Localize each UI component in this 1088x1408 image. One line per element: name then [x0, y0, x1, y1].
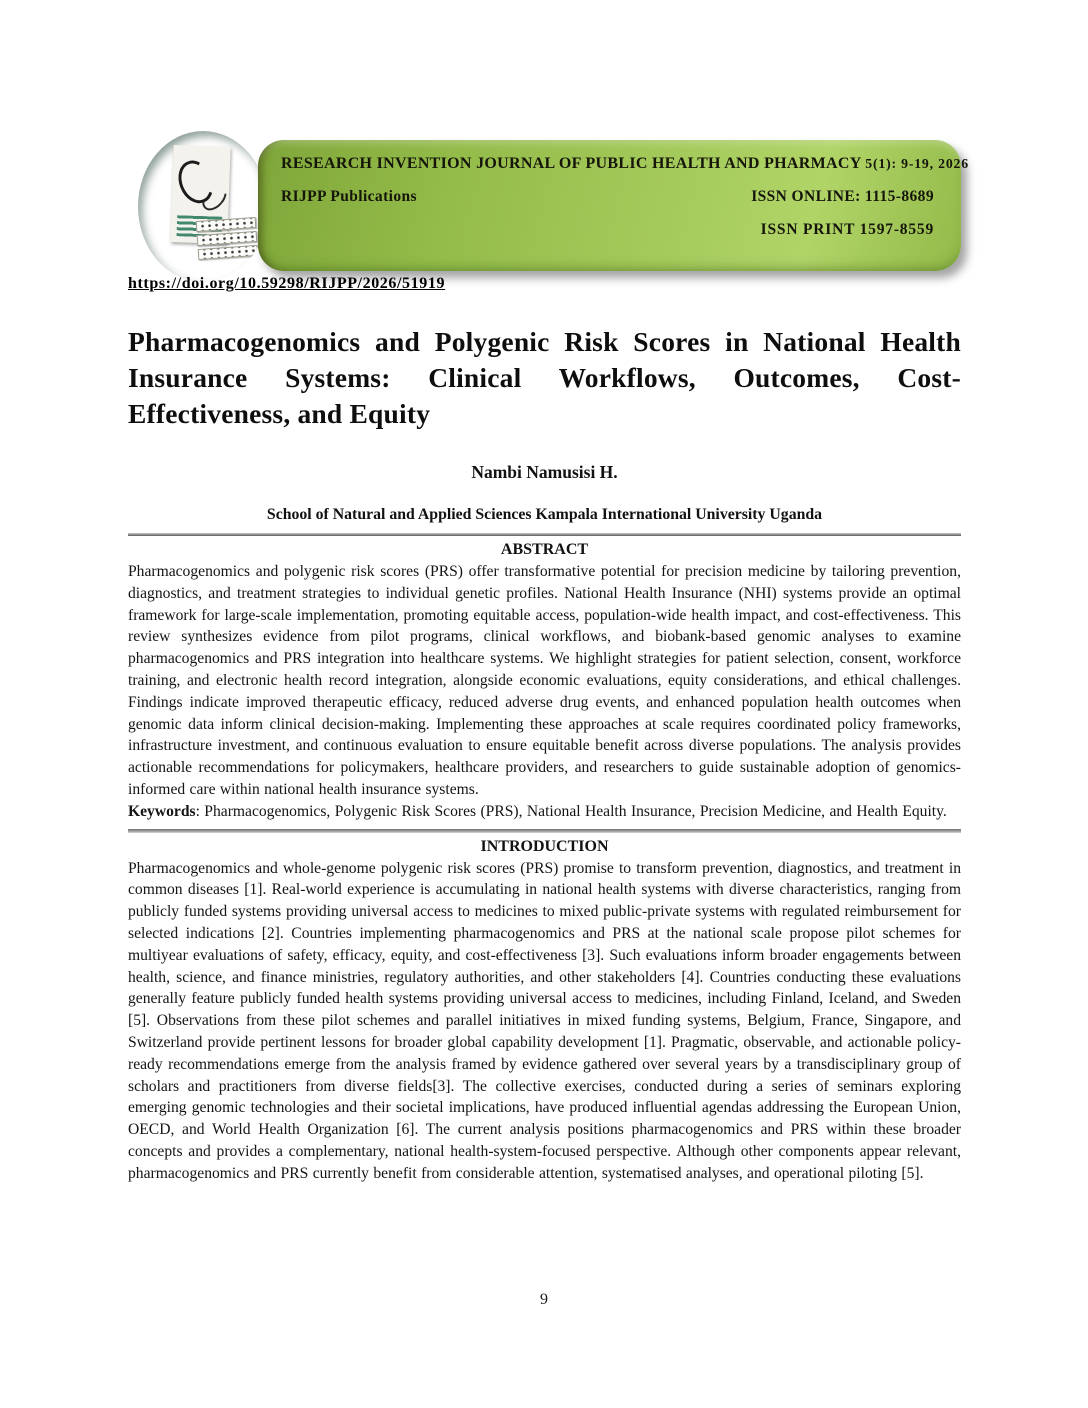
article-content: [128, 324, 961, 1185]
issn-print: ISSN PRINT 1597-8559: [760, 221, 934, 238]
journal-title: RESEARCH INVENTION JOURNAL OF PUBLIC HEALTH AND PHARMACY: [281, 155, 861, 172]
keywords-text: : Pharmacogenomics, Polygenic Risk Scores (PRS), National Health Insurance, Precision Medicine, and Health Equity.: [195, 802, 947, 820]
keywords-label: Keywords: [128, 802, 196, 820]
page-number: 9: [540, 1291, 548, 1308]
logo-block: [196, 231, 256, 246]
journal-header-line1: [281, 155, 969, 173]
introduction-heading: INTRODUCTION: [480, 837, 609, 855]
introduction-body: Pharmacogenomics and whole-genome polygenic risk scores (PRS) promise to transform prevention, diagnostics, and treatment in common diseases [1]. Real-world experience is accumulating in national health systems with diverse characteristics, ranging from publicly funded systems providing universal access to medicines to mixed public-private systems with regulated reimbursement for selected indications [2]. Countries implementing pharmacogenomics and PRS at the national scale propose pilot schemes for multiyear evaluations of safety, efficacy, equity, and cost-effectiveness [3]. Such evaluations inform broader engagements between health, science, and finance ministries, regulatory authorities, and other stakeholders [4]. Countries conducting these evaluations generally feature publicly funded health systems providing universal access to medicines, including Finland, Iceland, and Sweden [5]. Observations from these pilot schemes and parallel initiatives in mixed funding systems, Belgium, France, Singapore, and Switzerland provide pertinent lessons for broader global capability development [1]. Pragmatic, observable, and actionable policy-ready recommendations emerge from the analysis framed by evidence gathered over several years by a transdisciplinary group of scholars and practitioners from diverse fields[3]. The collective exercises, conducted during a series of seminars exploring emerging genomic technologies and their societal implications, have produced influential agendas addressing the European Union, OECD, and World Health Organization [6]. The current analysis positions pharmacogenomics and PRS within these broader concepts and provides a complementary, national health-system-focused perspective. Although other components appear relevant, pharmacogenomics and PRS currently benefit from considerable attention, systematised analyses, and operational piloting [5].: [128, 859, 961, 1182]
logo-block: [197, 245, 257, 260]
divider-above-introduction: [128, 829, 961, 833]
journal-logo-icon: [138, 131, 268, 282]
logo-blocks-graphic: [195, 217, 257, 260]
author-affiliation: School of Natural and Applied Sciences Kampala International University Uganda: [266, 506, 823, 523]
issue-info: 5(1): 9-19, 2026: [865, 156, 969, 171]
journal-header-line3: [281, 221, 940, 239]
journal-header-box: [258, 140, 969, 271]
abstract-body: Pharmacogenomics and polygenic risk scores (PRS) offer transformative potential for precision medicine by tailoring prevention, diagnostics, and treatment strategies to individual genetic profiles. National Health Insurance (NHI) systems provide an optimal framework for large-scale implementation, promoting equitable access, population-wide health impact, and cost-effectiveness. This review synthesizes evidence from pilot programs, clinical workflows, and biobank-based genomic analyses to examine pharmacogenomics and PRS integration into healthcare systems. We highlight strategies for patient selection, consent, workforce training, and electronic health record integration, alongside economic evaluations, equity considerations, and ethical challenges. Findings indicate improved therapeutic efficacy, reduced adverse drug events, and enhanced population health outcomes when genomic data inform clinical decision-making. Implementing these approaches at scale requires coordinated policy frameworks, infrastructure investment, and continuous evaluation to ensure equitable benefit across diverse populations. The analysis provides actionable recommendations for policymakers, healthcare providers, and researchers to guide sustainable adoption of genomics-informed care within national health insurance systems.: [128, 563, 961, 798]
divider-above-abstract: [128, 533, 961, 536]
abstract-heading: ABSTRACT: [500, 541, 589, 558]
doi-link[interactable]: https://doi.org/10.59298/RIJPP/2026/51919: [128, 275, 446, 292]
publisher-name: RIJPP Publications: [281, 188, 417, 205]
article-title: Pharmacogenomics and Polygenic Risk Scores in National Health Insurance Systems: Clinical Workflows, Outcomes, Cost-Effectiveness, and Equity: [128, 326, 961, 429]
issn-online: ISSN ONLINE: 1115-8689: [751, 188, 934, 205]
author-name: Nambi Namusisi H.: [471, 462, 618, 482]
journal-header-line2: [281, 188, 940, 206]
keywords-line: [128, 801, 961, 823]
